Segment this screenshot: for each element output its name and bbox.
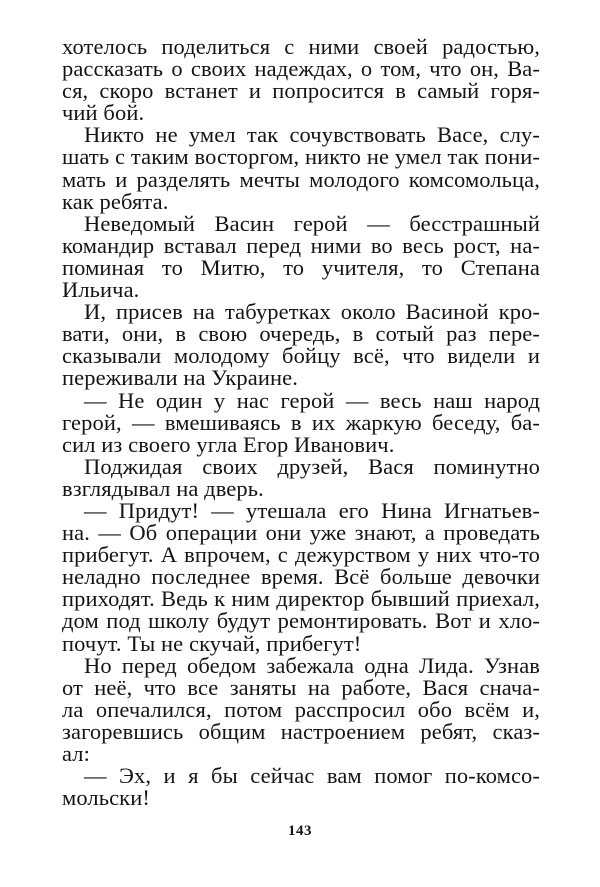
text-line: дом под школу будут ремонтировать. Вот и хло- [62, 608, 540, 634]
text-line: ся, скоро встанет и попросится в самый горя- [62, 78, 540, 104]
text-line: ал: [62, 741, 90, 766]
text-line: от неё, что все заняты на работе, Вася снача- [62, 674, 540, 700]
text-line: И, присев на табуретках около Васиной кро- [84, 299, 540, 325]
text-line: взглядывал на дверь. [62, 475, 264, 501]
text-line: чий бой. [62, 100, 145, 126]
text-line: мать и разделять мечты молодого комсомольца, [62, 166, 540, 192]
text-line: Никто не умел так сочувствовать Васе, слу- [84, 122, 540, 148]
text-line: неладно последнее время. Всё больше девочки [62, 564, 540, 590]
page-number: 143 [288, 823, 312, 839]
text-line: Но перед обедом забежала одна Лида. Узнав [84, 652, 540, 678]
text-line: — Придут! — утешала его Нина Игнатьев- [84, 497, 540, 523]
text-line: почут. Ты не скучай, прибегут! [62, 630, 362, 656]
text-line: Неведомый Васин герой — бесстрашный [84, 210, 540, 236]
text-line: хотелось поделиться с ними своей радостью, [62, 34, 540, 59]
text-line: как ребята. [62, 188, 169, 214]
text-line: вати, они, в свою очередь, в сотый раз пере- [62, 321, 540, 347]
text-line: герой, — вмешиваясь в их жаркую беседу, ба- [62, 409, 540, 435]
text-line: сил из своего угла Егор Иванович. [62, 431, 395, 457]
text-line: загоревшись общим настроением ребят, сказ- [62, 718, 540, 744]
text-line: на. — Об операции они уже знают, а проведать [62, 520, 540, 546]
text-line: — Эх, и я бы сейчас вам помог по-комсо- [84, 763, 540, 789]
text-line: сказывали молодому бойцу всё, что видели и [62, 343, 540, 369]
text-line: прибегут. А впрочем, с дежурством у них что-то [62, 542, 540, 568]
text-line: мольски! [62, 785, 150, 811]
text-line: переживали на Украине. [62, 365, 298, 391]
page-text [62, 36, 540, 809]
text-line: командир вставал перед ними во весь рост, на- [62, 232, 540, 258]
text-line: Ильича. [62, 277, 140, 303]
text-line: приходят. Ведь к ним директор бывший приехал, [62, 586, 540, 612]
text-line: поминая то Митю, то учителя, то Степана [62, 254, 540, 280]
text-line: ла опечалился, потом расспросил обо всём и, [62, 696, 540, 722]
text-line: шать с таким восторгом, никто не умел так пони- [62, 144, 540, 170]
text-line: — Не один у нас герой — весь наш народ [84, 387, 540, 413]
text-line: Поджидая своих друзей, Вася поминутно [84, 453, 540, 479]
text-line: рассказать о своих надеждах, о том, что он, Ва- [62, 56, 540, 82]
